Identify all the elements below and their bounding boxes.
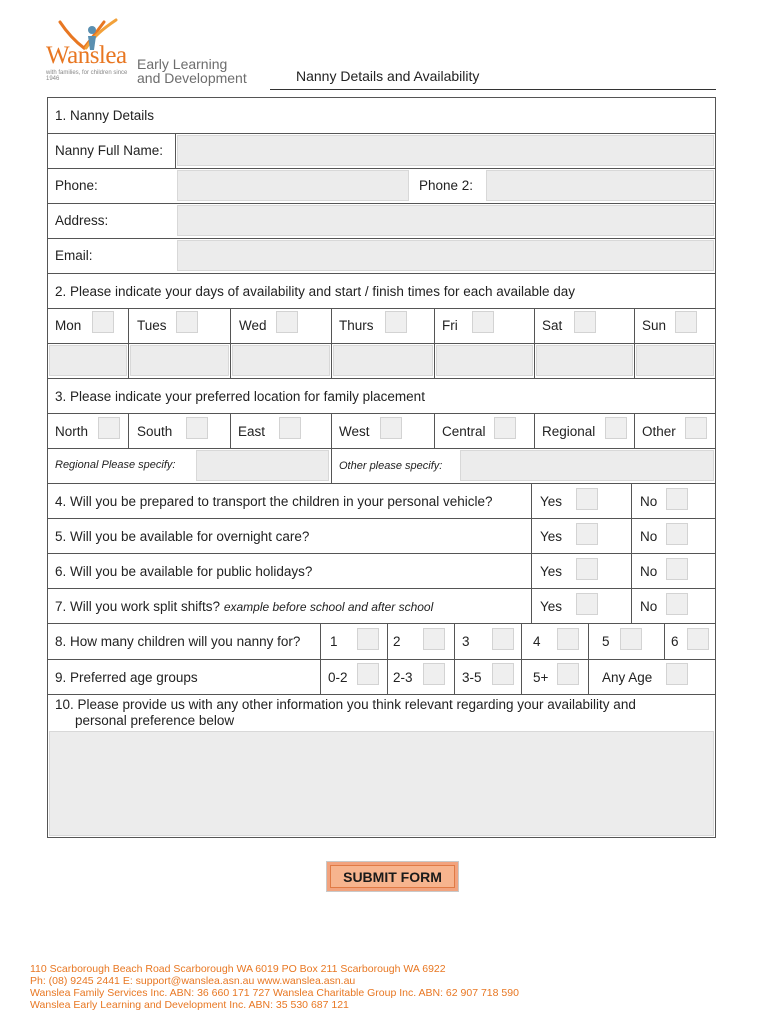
q5-yes-label: Yes xyxy=(540,529,563,544)
footer-address: 110 Scarborough Beach Road Scarborough WA 6019 PO Box 211 Scarborough WA 6922 xyxy=(30,963,446,975)
logo-name: Wanslea xyxy=(46,42,127,69)
q9-option-2-3-checkbox[interactable] xyxy=(423,663,445,685)
q7-example: example before school and after school xyxy=(223,600,434,614)
q8-heading: 8. How many children will you nanny for? xyxy=(55,634,301,649)
q8-option-6-label: 6 xyxy=(671,634,679,649)
q8-option-2-label: 2 xyxy=(393,634,401,649)
time-mon-input[interactable] xyxy=(49,345,127,376)
q8-option-2-checkbox[interactable] xyxy=(423,628,445,650)
day-sun-checkbox[interactable] xyxy=(675,311,697,333)
loc-south-label: South xyxy=(137,424,173,439)
q7-no-label: No xyxy=(640,599,658,614)
q7-no-checkbox[interactable] xyxy=(666,593,688,615)
q8-option-1-checkbox[interactable] xyxy=(357,628,379,650)
q8-option-4-checkbox[interactable] xyxy=(557,628,579,650)
q7-yes-label: Yes xyxy=(540,599,563,614)
loc-regional-checkbox[interactable] xyxy=(605,417,627,439)
address-label: Address: xyxy=(55,213,109,228)
q6-yes-checkbox[interactable] xyxy=(576,558,598,580)
q4-yes-checkbox[interactable] xyxy=(576,488,598,510)
q9-option-any-label: Any Age xyxy=(602,670,653,685)
q4-no-label: No xyxy=(640,494,658,509)
q5-no-label: No xyxy=(640,529,658,544)
time-thurs-input[interactable] xyxy=(333,345,433,376)
logo-tagline: with families, for children since 1946 xyxy=(46,70,128,82)
section-2-heading: 2. Please indicate your days of availability and start / finish times for each available day xyxy=(55,284,576,299)
other-specify-label: Other please specify: xyxy=(339,460,443,472)
section-3-heading: 3. Please indicate your preferred location for family placement xyxy=(55,389,425,404)
q4-text: 4. Will you be prepared to transport the children in your personal vehicle? xyxy=(55,494,493,509)
q9-option-3-5-checkbox[interactable] xyxy=(492,663,514,685)
address-input[interactable] xyxy=(177,205,714,236)
section-1-heading: 1. Nanny Details xyxy=(55,108,155,123)
full-name-label: Nanny Full Name: xyxy=(55,143,164,158)
day-fri-label: Fri xyxy=(442,318,458,333)
footer-contact: Ph: (08) 9245 2441 E: support@wanslea.asn.au www.wanslea.asn.au xyxy=(30,975,356,987)
loc-central-label: Central xyxy=(442,424,486,439)
day-tues-checkbox[interactable] xyxy=(176,311,198,333)
q9-option-3-5-label: 3-5 xyxy=(462,670,482,685)
q5-yes-checkbox[interactable] xyxy=(576,523,598,545)
loc-west-label: West xyxy=(339,424,370,439)
email-input[interactable] xyxy=(177,240,714,271)
time-sun-input[interactable] xyxy=(636,345,714,376)
phone-label: Phone: xyxy=(55,178,98,193)
q10-heading-line1: 10. Please provide us with any other information you think relevant regarding your availability and xyxy=(55,697,636,712)
full-name-input[interactable] xyxy=(177,135,714,166)
phone2-label: Phone 2: xyxy=(419,178,474,193)
q9-option-0-2-label: 0-2 xyxy=(328,670,348,685)
q8-option-3-checkbox[interactable] xyxy=(492,628,514,650)
loc-east-checkbox[interactable] xyxy=(279,417,301,439)
logo-subtitle-2: and Development xyxy=(137,70,247,86)
q9-heading: 9. Preferred age groups xyxy=(55,670,198,685)
submit-form-button[interactable] xyxy=(326,861,459,892)
q8-option-4-label: 4 xyxy=(533,634,541,649)
footer-abn-family: Wanslea Family Services Inc. ABN: 36 660 171 727 Wanslea Charitable Group Inc. ABN: 62 907 718 590 xyxy=(30,987,519,999)
day-sun-label: Sun xyxy=(642,318,667,333)
day-wed-checkbox[interactable] xyxy=(276,311,298,333)
submit-form-label: SUBMIT FORM xyxy=(330,865,455,888)
q8-option-6-checkbox[interactable] xyxy=(687,628,709,650)
phone-input[interactable] xyxy=(177,170,409,201)
title-divider xyxy=(270,89,716,90)
loc-north-label: North xyxy=(55,424,89,439)
logo-subtitle-1: Early Learning xyxy=(137,56,228,72)
q5-text: 5. Will you be available for overnight care? xyxy=(55,529,310,544)
q4-no-checkbox[interactable] xyxy=(666,488,688,510)
page-title: Nanny Details and Availability xyxy=(296,68,480,84)
time-sat-input[interactable] xyxy=(536,345,633,376)
loc-south-checkbox[interactable] xyxy=(186,417,208,439)
loc-other-checkbox[interactable] xyxy=(685,417,707,439)
day-thurs-label: Thurs xyxy=(339,318,374,333)
q7-yes-checkbox[interactable] xyxy=(576,593,598,615)
q7-text xyxy=(55,599,433,614)
q8-option-1-label: 1 xyxy=(330,634,338,649)
email-label: Email: xyxy=(55,248,93,263)
day-sat-label: Sat xyxy=(542,318,563,333)
time-tues-input[interactable] xyxy=(130,345,229,376)
time-fri-input[interactable] xyxy=(436,345,533,376)
q10-textarea[interactable] xyxy=(49,731,714,836)
loc-east-label: East xyxy=(238,424,266,439)
q9-option-0-2-checkbox[interactable] xyxy=(357,663,379,685)
day-mon-checkbox[interactable] xyxy=(92,311,114,333)
loc-regional-label: Regional xyxy=(542,424,596,439)
time-wed-input[interactable] xyxy=(232,345,330,376)
regional-specify-input[interactable] xyxy=(196,450,329,481)
q6-yes-label: Yes xyxy=(540,564,563,579)
q9-option-2-3-label: 2-3 xyxy=(393,670,413,685)
loc-west-checkbox[interactable] xyxy=(380,417,402,439)
day-fri-checkbox[interactable] xyxy=(472,311,494,333)
q4-yes-label: Yes xyxy=(540,494,563,509)
phone2-input[interactable] xyxy=(486,170,714,201)
day-tues-label: Tues xyxy=(137,318,167,333)
day-wed-label: Wed xyxy=(239,318,267,333)
q9-option-any-checkbox[interactable] xyxy=(666,663,688,685)
q10-heading-line2: personal preference below xyxy=(75,713,235,728)
q5-no-checkbox[interactable] xyxy=(666,523,688,545)
q6-text: 6. Will you be available for public holidays? xyxy=(55,564,313,579)
loc-north-checkbox[interactable] xyxy=(98,417,120,439)
q8-option-5-checkbox[interactable] xyxy=(620,628,642,650)
other-specify-input[interactable] xyxy=(460,450,714,481)
q8-option-3-label: 3 xyxy=(462,634,470,649)
day-thurs-checkbox[interactable] xyxy=(385,311,407,333)
q6-no-label: No xyxy=(640,564,658,579)
q9-option-5plus-checkbox[interactable] xyxy=(557,663,579,685)
q9-option-5plus-label: 5+ xyxy=(533,670,549,685)
day-sat-checkbox[interactable] xyxy=(574,311,596,333)
q7-question: 7. Will you work split shifts? xyxy=(55,599,221,614)
regional-specify-label: Regional Please specify: xyxy=(55,459,176,471)
q6-no-checkbox[interactable] xyxy=(666,558,688,580)
loc-central-checkbox[interactable] xyxy=(494,417,516,439)
footer-abn-early-learning: Wanslea Early Learning and Development Inc. ABN: 35 530 687 121 xyxy=(30,999,349,1011)
day-mon-label: Mon xyxy=(55,318,82,333)
q8-option-5-label: 5 xyxy=(602,634,610,649)
loc-other-label: Other xyxy=(642,424,676,439)
